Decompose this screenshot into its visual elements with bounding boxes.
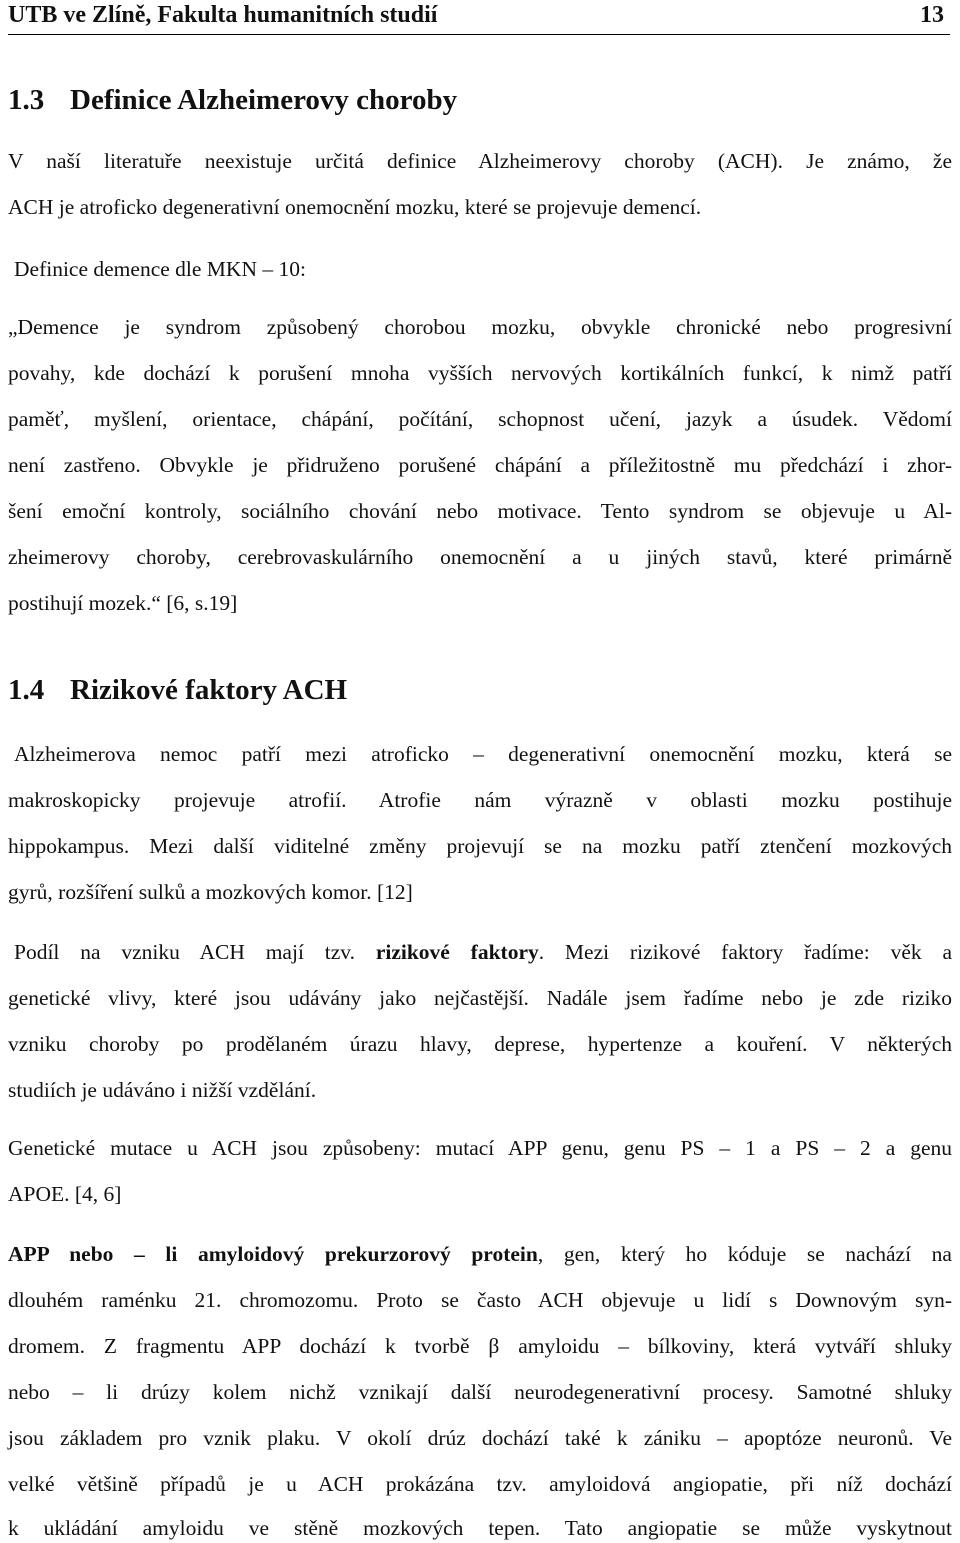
text-line: nebo – li drúzy kolem nichž vznikají další neurodegenerativní procesy. Samotné shluky xyxy=(8,1380,952,1404)
text-run: , gen, který ho kóduje se nachází na xyxy=(537,1242,952,1266)
definition-label: Definice demence dle MKN – 10: xyxy=(14,257,306,281)
quote-line: povahy, kde dochází k porušení mnoha vyšších nervových kortikálních funkcí, k nimž patří xyxy=(8,361,952,385)
quote-line: není zastřeno. Obvykle je přidruženo porušené chápání a příležitostně mu předchází i zhor- xyxy=(8,453,952,477)
bold-term: rizikové faktory xyxy=(375,940,539,964)
section-heading-1-3 xyxy=(8,84,457,117)
text-run: Podíl na vzniku ACH mají tzv. xyxy=(14,940,355,964)
section-title: Definice Alzheimerovy choroby xyxy=(70,84,458,116)
text-line: APOE. [4, 6] xyxy=(8,1182,122,1206)
bold-term: APP nebo – li amyloidový prekurzorový protein xyxy=(8,1242,538,1266)
text-line: k ukládání amyloidu ve stěně mozkových tepen. Tato angiopatie se může vyskytnout xyxy=(8,1516,952,1540)
quote-line: paměť, myšlení, orientace, chápání, počítání, schopnost učení, jazyk a úsudek. Vědomí xyxy=(8,407,952,431)
text-line: studiích je udáváno i nižší vzdělání. xyxy=(8,1078,317,1102)
header-title: UTB ve Zlíně, Fakulta humanitních studií xyxy=(8,2,438,28)
text-line: velké většině případů je u ACH prokázána tzv. amyloidová angiopatie, při níž dochází xyxy=(8,1472,952,1496)
text-line: dromem. Z fragmentu APP dochází k tvorbě β amyloidu – bílkoviny, která vytváří shluky xyxy=(8,1334,952,1358)
text-line: jsou základem pro vznik plaku. V okolí drúz dochází také k zániku – apoptóze neuronů. Ve xyxy=(8,1426,952,1450)
text-run: . Mezi rizikové faktory řadíme: věk a xyxy=(538,940,952,964)
text-line: Alzheimerova nemoc patří mezi atroficko – degenerativní onemocnění mozku, která se xyxy=(14,742,952,766)
text-line xyxy=(14,938,952,966)
text-line: vzniku choroby po prodělaném úrazu hlavy, deprese, hypertenze a kouření. V některých xyxy=(8,1032,952,1056)
section-number: 1.4 xyxy=(8,674,45,706)
quote-line: šení emoční kontroly, sociálního chování nebo motivace. Tento syndrom se objevuje u Al- xyxy=(8,499,952,523)
quote-line: postihují mozek.“ [6, s.19] xyxy=(8,591,238,615)
section-heading-1-4 xyxy=(8,674,347,707)
text-line: gyrů, rozšíření sulků a mozkových komor. [12] xyxy=(8,880,413,904)
text-line: dlouhém raménku 21. chromozomu. Proto se často ACH objevuje u lidí s Downovým syn- xyxy=(8,1288,952,1312)
text-line: ACH je atroficko degenerativní onemocnění mozku, které se projevuje demencí. xyxy=(8,195,702,219)
running-header xyxy=(8,0,950,35)
text-line: genetické vlivy, které jsou udávány jako nejčastější. Nadále jsem řadíme nebo je zde riziko xyxy=(8,986,952,1010)
quote-line: zheimerovy choroby, cerebrovaskulárního onemocnění a u jiných stavů, které primárně xyxy=(8,545,952,569)
text-line: Genetické mutace u ACH jsou způsobeny: mutací APP genu, genu PS – 1 a PS – 2 a genu xyxy=(8,1136,952,1160)
section-title: Rizikové faktory ACH xyxy=(70,674,348,706)
section-number: 1.3 xyxy=(8,84,45,116)
text-line: V naší literatuře neexistuje určitá definice Alzheimerovy choroby (ACH). Je známo, že xyxy=(8,149,952,173)
quote-line: „Demence je syndrom způsobený chorobou mozku, obvykle chronické nebo progresivní xyxy=(8,315,952,339)
page-number: 13 xyxy=(920,2,944,28)
text-line: makroskopicky projevuje atrofií. Atrofie nám výrazně v oblasti mozku postihuje xyxy=(8,788,952,812)
text-line xyxy=(8,1240,952,1268)
text-line: hippokampus. Mezi další viditelné změny projevují se na mozku patří ztenčení mozkových xyxy=(8,834,952,858)
